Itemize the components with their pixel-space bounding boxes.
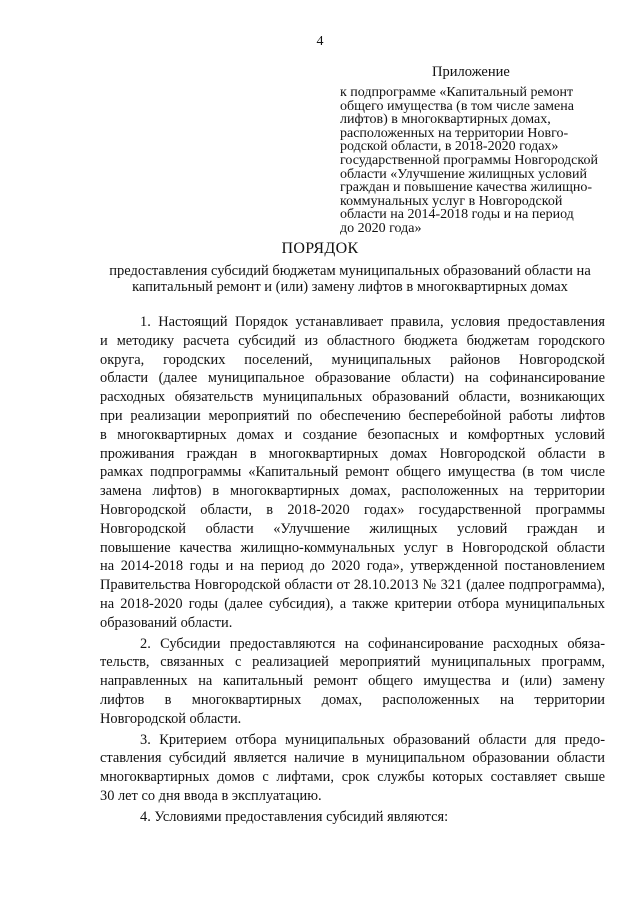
paragraph-1	[100, 313, 605, 633]
appendix-title: Приложение	[432, 64, 510, 80]
paragraph-line: и методику расчета субсидий из областного бюджета бюджетам городского	[100, 332, 605, 349]
subtitle-line: предоставления субсидий бюджетам муниципальных образований области на	[109, 263, 591, 279]
document-title: ПОРЯДОК	[281, 240, 359, 257]
paragraph-3	[100, 731, 605, 806]
paragraph-line: направленных на капитальный ремонт общего имущества и (или) замену	[100, 673, 605, 690]
paragraph-line: 30 лет со дня ввода в эксплуатацию.	[100, 787, 322, 804]
paragraph-line: Новгородской области «Улучшение жилищных условий граждан и	[100, 520, 605, 537]
appendix-line: области «Улучшение жилищных условий	[340, 166, 587, 182]
appendix-line: коммунальных услуг в Новгородской	[340, 193, 563, 209]
paragraph-line: на 2018-2020 годы (далее субсидия), а также критерии отбора муниципальных	[100, 595, 605, 612]
appendix-line: расположенных на территории Новго-	[340, 125, 569, 141]
document-body	[100, 313, 605, 829]
appendix-line: к подпрограмме «Капитальный ремонт	[340, 85, 574, 100]
paragraph-line: проживания граждан в многоквартирных домах Новгородской области в	[100, 445, 605, 462]
paragraph-line: расходных обязательств муниципальных образований области, возникающих	[100, 389, 605, 406]
paragraph-line: 3. Критерием отбора муниципальных образований области для предо-	[140, 731, 605, 748]
paragraph-line: Новгородской области.	[100, 710, 242, 727]
appendix-line: до 2020 года»	[340, 220, 422, 236]
paragraph-line: 1. Настоящий Порядок устанавливает правила, условия предоставления	[140, 314, 605, 330]
paragraph-line: на 2014-2018 годы и на период до 2020 года», утвержденной постановлением	[100, 558, 605, 575]
paragraph-line: Правительства Новгородской области от 28.10.2013 № 321 (далее подпрограмма),	[100, 577, 605, 594]
appendix-line: родской области, в 2018-2020 годах»	[340, 139, 559, 155]
page-number: 4	[316, 34, 324, 49]
paragraph-line: при реализации мероприятий по обеспечению бесперебойной работы лифтов	[100, 407, 605, 424]
paragraph-line: в многоквартирных домах и создание безопасных и комфортных условий	[100, 426, 605, 443]
subtitle-line: капитальный ремонт и (или) замену лифтов в многоквартирных домах	[132, 279, 568, 295]
paragraph-line: образований области.	[100, 614, 233, 631]
document-subtitle	[70, 263, 630, 295]
paragraph-line: рамках подпрограммы «Капитальный ремонт общего имущества (в том числе	[100, 464, 605, 481]
paragraph-line: ставления субсидий является наличие в муниципальном образовании области	[100, 750, 605, 767]
paragraph-line: 4. Условиями предоставления субсидий являются:	[140, 808, 449, 825]
paragraph-2	[100, 635, 605, 729]
paragraph-line: округа, городских поселений, муниципальных районов Новгородской	[100, 351, 605, 368]
appendix-text	[340, 86, 630, 236]
paragraph-line: Новгородской области, в 2018-2020 годах» государственной программы	[100, 501, 605, 518]
appendix-line: государственной программы Новгородской	[340, 152, 598, 168]
paragraph-line: замена лифтов) в многоквартирных домах, расположенных на территории	[100, 483, 605, 500]
paragraph-line: повышение качества жилищно-коммунальных услуг в Новгородской области	[100, 539, 605, 556]
paragraph-line: лифтов в многоквартирных домах, расположенных на территории	[100, 691, 605, 708]
appendix-line: лифтов) в многоквартирных домах,	[340, 112, 551, 128]
appendix-line: граждан и повышение качества жилищно-	[340, 180, 593, 196]
paragraph-4	[100, 808, 605, 827]
appendix-line: области на 2014-2018 годы и на период	[340, 207, 574, 223]
paragraph-line: тельств, связанных с реализацией мероприятий муниципальных программ,	[100, 654, 605, 671]
paragraph-line: многоквартирных домов с лифтами, срок службы которых составляет свыше	[100, 769, 605, 786]
paragraph-line: 2. Субсидии предоставляются на софинансирование расходных обяза-	[140, 635, 605, 652]
paragraph-line: области (далее муниципальное образование области) на софинансирование	[100, 370, 605, 387]
appendix-line: общего имущества (в том числе замена	[340, 98, 574, 114]
